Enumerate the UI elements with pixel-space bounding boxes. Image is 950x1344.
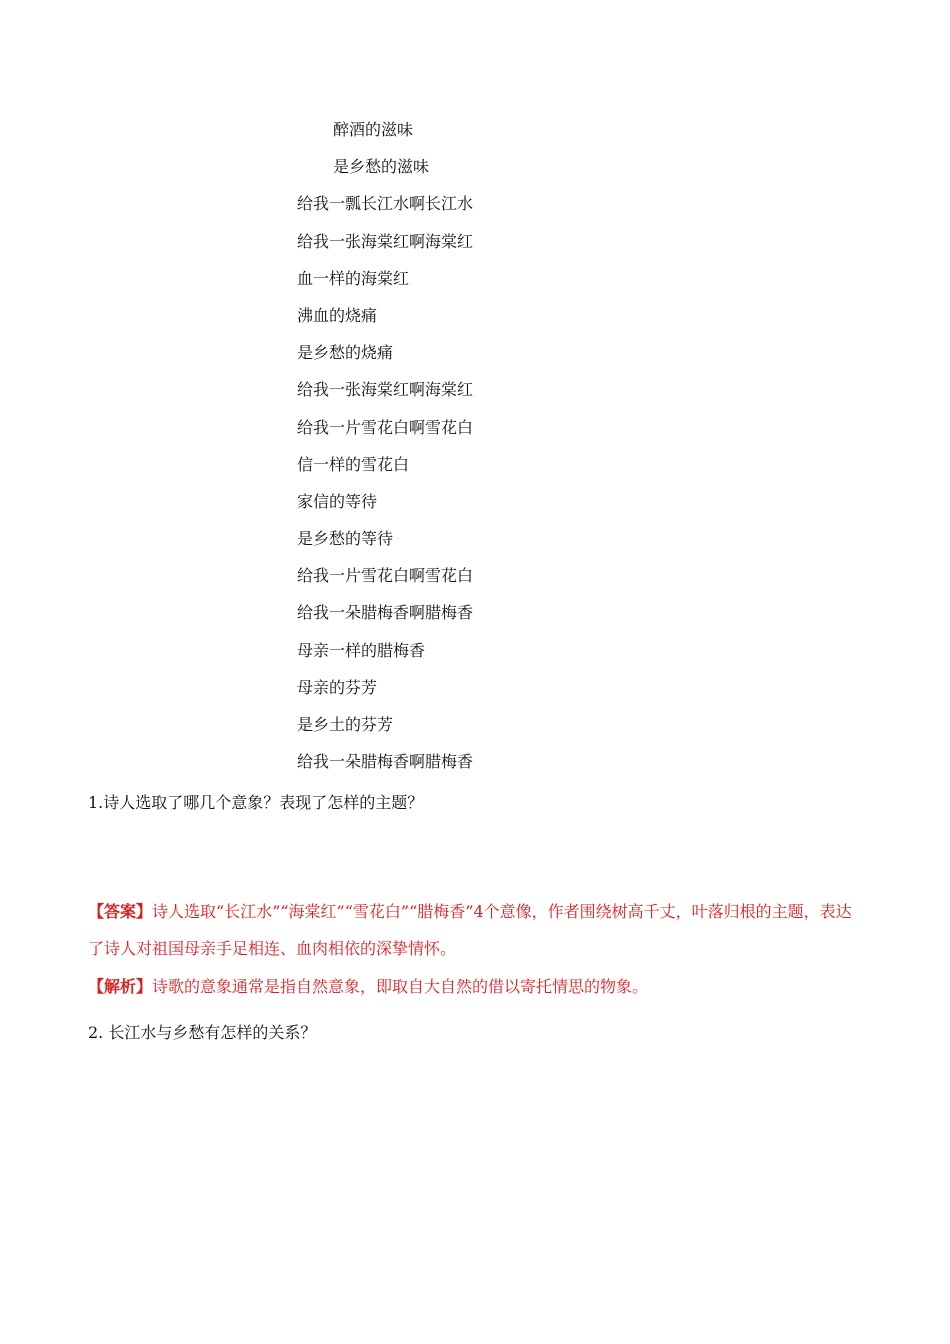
analysis-text: 诗歌的意象通常是指自然意象，即取自大自然的借以寄托情思的物象。	[152, 977, 649, 996]
analysis-block	[88, 968, 858, 1005]
poem-line: 血一样的海棠红	[297, 268, 410, 288]
question-2: 2. 长江水与乡愁有怎样的关系？	[88, 1023, 317, 1042]
poem-line: 是乡愁的烧痛	[297, 343, 394, 363]
poem-line: 信一样的雪花白	[297, 454, 410, 474]
poem-line: 给我一张海棠红啊海棠红	[297, 380, 474, 400]
analysis-tag: 【解析】	[88, 977, 153, 996]
poem-line: 是乡土的芬芳	[297, 715, 394, 734]
poem-line: 沸血的烧痛	[297, 305, 378, 325]
poem-line: 给我一片雪花白啊雪花白	[297, 566, 474, 586]
answer-tag: 【答案】	[88, 902, 153, 921]
poem-line: 给我一朵腊梅香啊腊梅香	[297, 603, 474, 623]
poem-line: 是乡愁的等待	[297, 529, 394, 549]
poem-line: 母亲的芬芳	[297, 677, 378, 697]
question-1: 1.诗人选取了哪几个意象？表现了怎样的主题？	[88, 793, 424, 812]
poem-line: 母亲一样的腊梅香	[297, 640, 426, 660]
poem-line: 是乡愁的滋味	[333, 157, 430, 177]
answer-block	[88, 893, 858, 967]
answer-text: 诗人选取“长江水”“海棠红”“雪花白”“腊梅香”4个意像，作者围绕树高千丈，叶落归根的主题，表达了诗人对祖国母亲手足相连、血肉相依的深挚情怀。	[88, 902, 852, 958]
poem-line: 给我一朵腊梅香啊腊梅香	[297, 752, 474, 772]
poem-block	[297, 117, 473, 786]
poem-line: 醉酒的滋味	[333, 120, 414, 139]
poem-line: 给我一张海棠红啊海棠红	[297, 231, 474, 251]
poem-line: 给我一瓢长江水啊长江水	[297, 194, 474, 214]
poem-line: 给我一片雪花白啊雪花白	[297, 417, 474, 437]
poem-line: 家信的等待	[297, 491, 378, 511]
